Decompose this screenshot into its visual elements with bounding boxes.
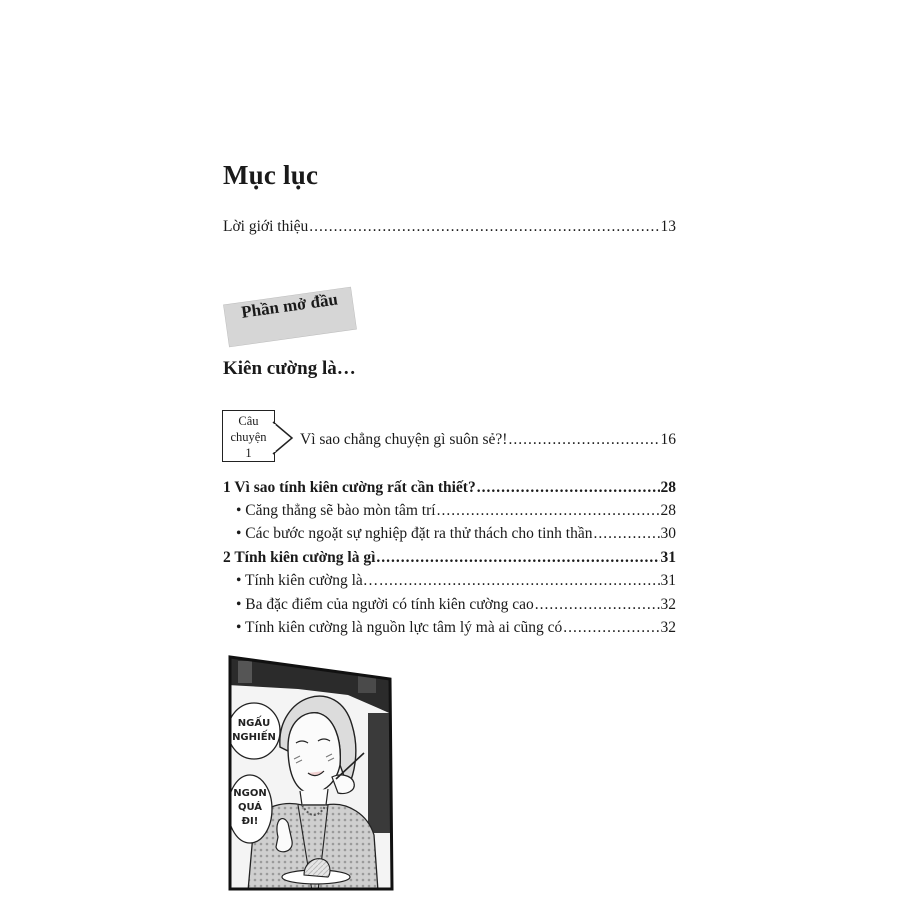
- bubble-2-line-3: ĐI!: [241, 816, 259, 827]
- page-title: Mục lục: [223, 160, 319, 190]
- dot-leader: [535, 595, 660, 615]
- toc-entry-sub[interactable]: [236, 501, 676, 521]
- dot-leader: [594, 524, 660, 544]
- speech-bubble-2: [228, 787, 272, 829]
- toc-entry-label: • Căng thẳng sẽ bào mòn tâm trí: [236, 502, 436, 519]
- toc-entry-page: 32: [660, 596, 676, 613]
- dot-leader: [379, 571, 659, 591]
- bubble-1-line-1: NGẤU: [237, 718, 271, 729]
- toc-entry-label: Lời giới thiệu: [223, 218, 309, 235]
- toc-entry-sub[interactable]: [236, 618, 676, 638]
- toc-entry-sub[interactable]: [236, 571, 676, 591]
- toc-entry-page: 31: [660, 572, 676, 589]
- toc-entry-page: 32: [660, 619, 676, 636]
- toc-entry-label: 2 Tính kiên cường là gì: [223, 549, 376, 566]
- toc-entry-chapter-1[interactable]: [223, 478, 676, 498]
- speech-bubble-1: [230, 717, 278, 745]
- dot-leader: [309, 217, 659, 237]
- bubble-1-line-2: NGHIẾN: [232, 732, 276, 743]
- toc-entry-story-1[interactable]: [300, 430, 676, 450]
- story-number-box: [222, 410, 275, 462]
- speech-pointer-icon: [272, 420, 296, 456]
- dot-leader: [508, 430, 659, 450]
- toc-entry-page: 13: [660, 218, 676, 235]
- toc-entry-label: Vì sao chẳng chuyện gì suôn sẻ?!: [300, 431, 508, 448]
- bubble-2-line-2: QUÁ: [237, 802, 263, 813]
- toc-entry-label: • Các bước ngoặt sự nghiệp đặt ra thử thách cho tinh thần: [236, 525, 593, 542]
- dot-leader: [376, 548, 659, 568]
- toc-entry-label: • Tính kiên cường là nguồn lực tâm lý mà ai cũng có: [236, 619, 563, 636]
- toc-entry-label: 1 Vì sao tính kiên cường rất cần thiết?: [223, 479, 476, 496]
- toc-entry-page: 28: [660, 502, 676, 519]
- story-box-line-1: Câu: [238, 414, 259, 428]
- toc-entry-label: • Ba đặc điểm của người có tính kiên cường cao: [236, 596, 534, 613]
- manga-panel: [228, 655, 394, 891]
- toc-entry-label: • Tính kiên cường là…: [236, 572, 379, 589]
- toc-entry-sub[interactable]: [236, 524, 676, 544]
- story-box-line-3: 1: [245, 446, 252, 460]
- toc-entry-page: 30: [660, 525, 676, 542]
- toc-entry-page: 31: [660, 549, 676, 566]
- dot-leader: [437, 501, 660, 521]
- toc-entry-page: 16: [660, 431, 676, 448]
- story-box-line-2: chuyện: [230, 430, 267, 444]
- toc-entry-chapter-2[interactable]: [223, 548, 676, 568]
- part-label: Phần mở đầu: [240, 289, 339, 322]
- bubble-2-line-1: NGON: [233, 788, 267, 799]
- toc-entry-intro[interactable]: [223, 217, 676, 237]
- toc-entry-sub[interactable]: [236, 595, 676, 615]
- dot-leader: [477, 478, 660, 498]
- toc-entry-page: 28: [660, 479, 676, 496]
- manga-illustration: [228, 655, 394, 891]
- dot-leader: [563, 618, 659, 638]
- section-title: Kiên cường là…: [223, 358, 356, 379]
